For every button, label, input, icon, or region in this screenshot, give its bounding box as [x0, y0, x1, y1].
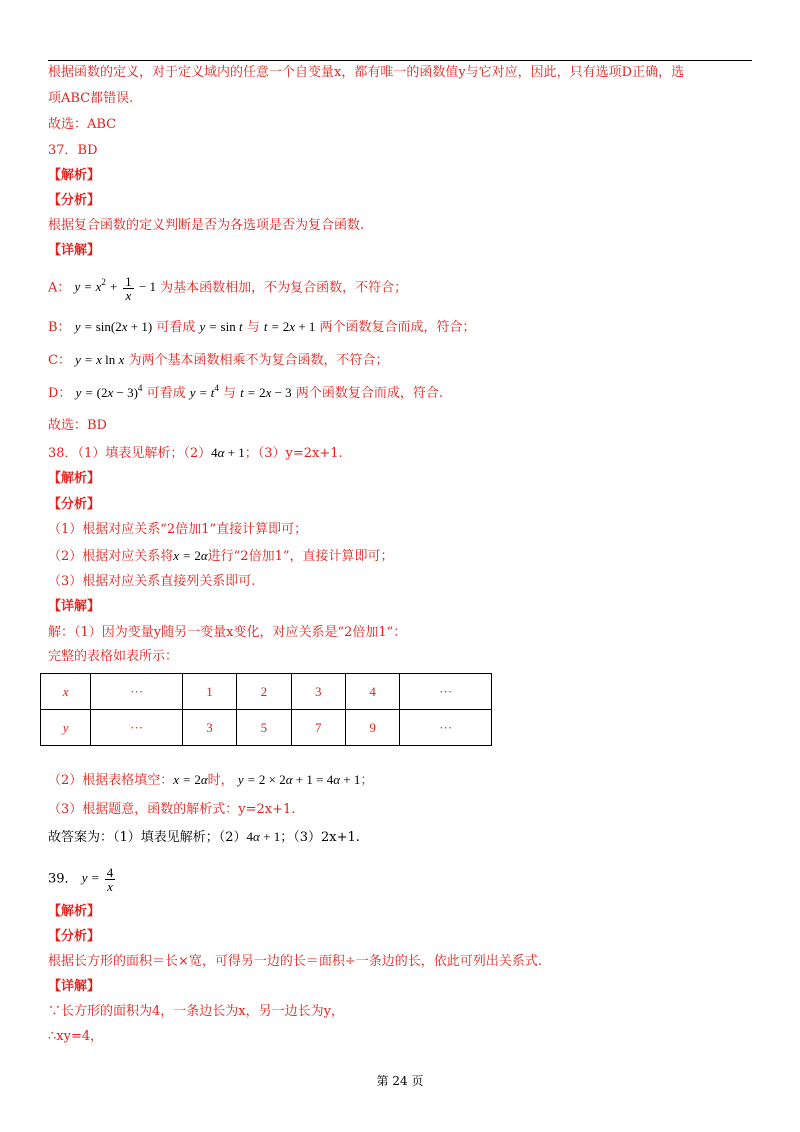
- question-number: 39．: [48, 871, 78, 887]
- answer-line: 故选：ABC: [48, 117, 117, 132]
- table-row: [41, 674, 492, 710]
- analysis-text: [48, 547, 394, 566]
- option-text: 可看成: [156, 320, 196, 335]
- answer-text: ；（3）y=2x+1.: [244, 446, 343, 461]
- question-39-answer: [48, 866, 117, 893]
- detail-text: （3）根据题意，函数的解析式：y=2x+1.: [48, 802, 296, 817]
- section-fenxi: 【分析】: [48, 929, 101, 944]
- option-text: 为基本函数相加，不为复合函数，不符合；: [160, 280, 408, 296]
- detail-text: 解：（1）因为变量y随另一变量x变化，对应关系是“2倍加1”：: [48, 625, 407, 640]
- analysis-text: （1）根据对应关系“2倍加1”直接计算即可；: [48, 522, 308, 537]
- text-line: 项ABC都错误.: [48, 91, 134, 106]
- table-cell: y: [41, 710, 91, 746]
- table-cell: ···: [91, 674, 183, 710]
- formula-y: y = 2 × 2α + 1 = 4α + 1: [237, 772, 361, 787]
- formula-4a1: 4α + 1: [246, 829, 281, 844]
- answer-part: ；（3）2x+1.: [280, 830, 360, 845]
- text-line: 根据函数的定义，对于定义域内的任意一个自变量x，都有唯一的函数值y与它对应，因此，只有选项D正确，选: [48, 65, 685, 80]
- table-cell: 1: [182, 674, 236, 710]
- analysis-part: （2）根据对应关系将: [48, 549, 174, 564]
- question-37-answer: 37．BD: [48, 143, 98, 158]
- answer-part: 故答案为：（1）填表见解析；（2）: [48, 830, 247, 845]
- table-row: [41, 710, 492, 746]
- option-text: 与: [246, 320, 260, 335]
- formula-y-4-over-x: y = $\frac{4}{x}$: [81, 865, 114, 894]
- section-xiangjie: 【详解】: [48, 243, 101, 258]
- detail-part: （2）根据表格填空：: [48, 773, 174, 788]
- option-text: 为两个基本函数相乘不为复合函数，不符合；: [128, 353, 389, 368]
- table-cell: x: [41, 674, 91, 710]
- section-jiexi: 【解析】: [48, 168, 101, 183]
- formula-b3: t = 2x + 1: [263, 319, 316, 334]
- table-cell: 7: [291, 710, 345, 746]
- section-fenxi: 【分析】: [48, 193, 101, 208]
- detail-part: ；: [360, 773, 374, 788]
- option-label: C：: [48, 353, 71, 368]
- option-text: 可看成: [146, 386, 186, 401]
- option-text: 与: [223, 386, 237, 401]
- detail-text: ∴xy=4，: [48, 1029, 104, 1044]
- table-cell: 5: [237, 710, 291, 746]
- detail-part: 时，: [207, 773, 234, 788]
- header-rule: [48, 60, 752, 61]
- formula-d1: $y = (2x - 3)^4$: [75, 383, 143, 400]
- option-c-line: [48, 351, 388, 370]
- table-cell: 4: [345, 674, 399, 710]
- section-xiangjie: 【详解】: [48, 979, 101, 994]
- value-table: [40, 673, 492, 746]
- answer-line: [48, 828, 360, 847]
- formula-a: $y = x^2$ + $\frac{1}{x}$ − 1: [74, 274, 156, 303]
- option-a-line: [48, 275, 407, 302]
- option-label: B：: [48, 320, 71, 335]
- table-cell: ···: [400, 674, 492, 710]
- detail-text: ∵长方形的面积为4，一条边长为x，另一边长为y，: [48, 1004, 344, 1019]
- table-cell: ···: [400, 710, 492, 746]
- detail-text: [48, 771, 373, 790]
- option-d-line: [48, 384, 443, 403]
- formula-d3: t = 2x − 3: [240, 385, 292, 400]
- table-cell: ···: [91, 710, 183, 746]
- answer-line: 故选：BD: [48, 418, 107, 433]
- analysis-text: 根据长方形的面积＝长×宽，可得另一边的长＝面积÷一条边的长，依此可列出关系式.: [48, 954, 542, 969]
- question-38-answer: [48, 444, 343, 463]
- formula-4a1: 4α + 1: [211, 445, 245, 460]
- formula-x2a: x = 2α: [173, 548, 208, 563]
- option-b-line: [48, 318, 476, 337]
- detail-text: 完整的表格如表所示：: [48, 649, 179, 664]
- formula-d2: $y = t^4$: [189, 383, 219, 400]
- table-cell: 9: [345, 710, 399, 746]
- table-cell: 3: [291, 674, 345, 710]
- answer-text: 38．（1）填表见解析；（2）: [48, 446, 212, 461]
- option-text: 两个函数复合而成，符合；: [319, 320, 476, 335]
- table-cell: 2: [237, 674, 291, 710]
- formula-c: y = x ln x: [75, 352, 125, 367]
- formula-b1: y = sin(2x + 1): [74, 319, 153, 334]
- option-text: 两个函数复合而成，符合.: [295, 386, 443, 401]
- page-number: 第 24 页: [376, 1074, 424, 1088]
- section-xiangjie: 【详解】: [48, 599, 101, 614]
- analysis-text: 根据复合函数的定义判断是否为各选项是否为复合函数.: [48, 218, 365, 233]
- section-fenxi: 【分析】: [48, 497, 101, 512]
- section-jiexi: 【解析】: [48, 471, 101, 486]
- formula-b2: y = sin t: [199, 319, 243, 334]
- option-label: A：: [48, 280, 71, 296]
- option-label: D：: [48, 386, 72, 401]
- formula-x2a: x = 2α: [173, 772, 208, 787]
- analysis-part: 进行“2倍加1”，直接计算即可；: [207, 549, 394, 564]
- analysis-text: （3）根据对应关系直接列关系即可.: [48, 574, 256, 589]
- section-jiexi: 【解析】: [48, 904, 101, 919]
- table-cell: 3: [182, 710, 236, 746]
